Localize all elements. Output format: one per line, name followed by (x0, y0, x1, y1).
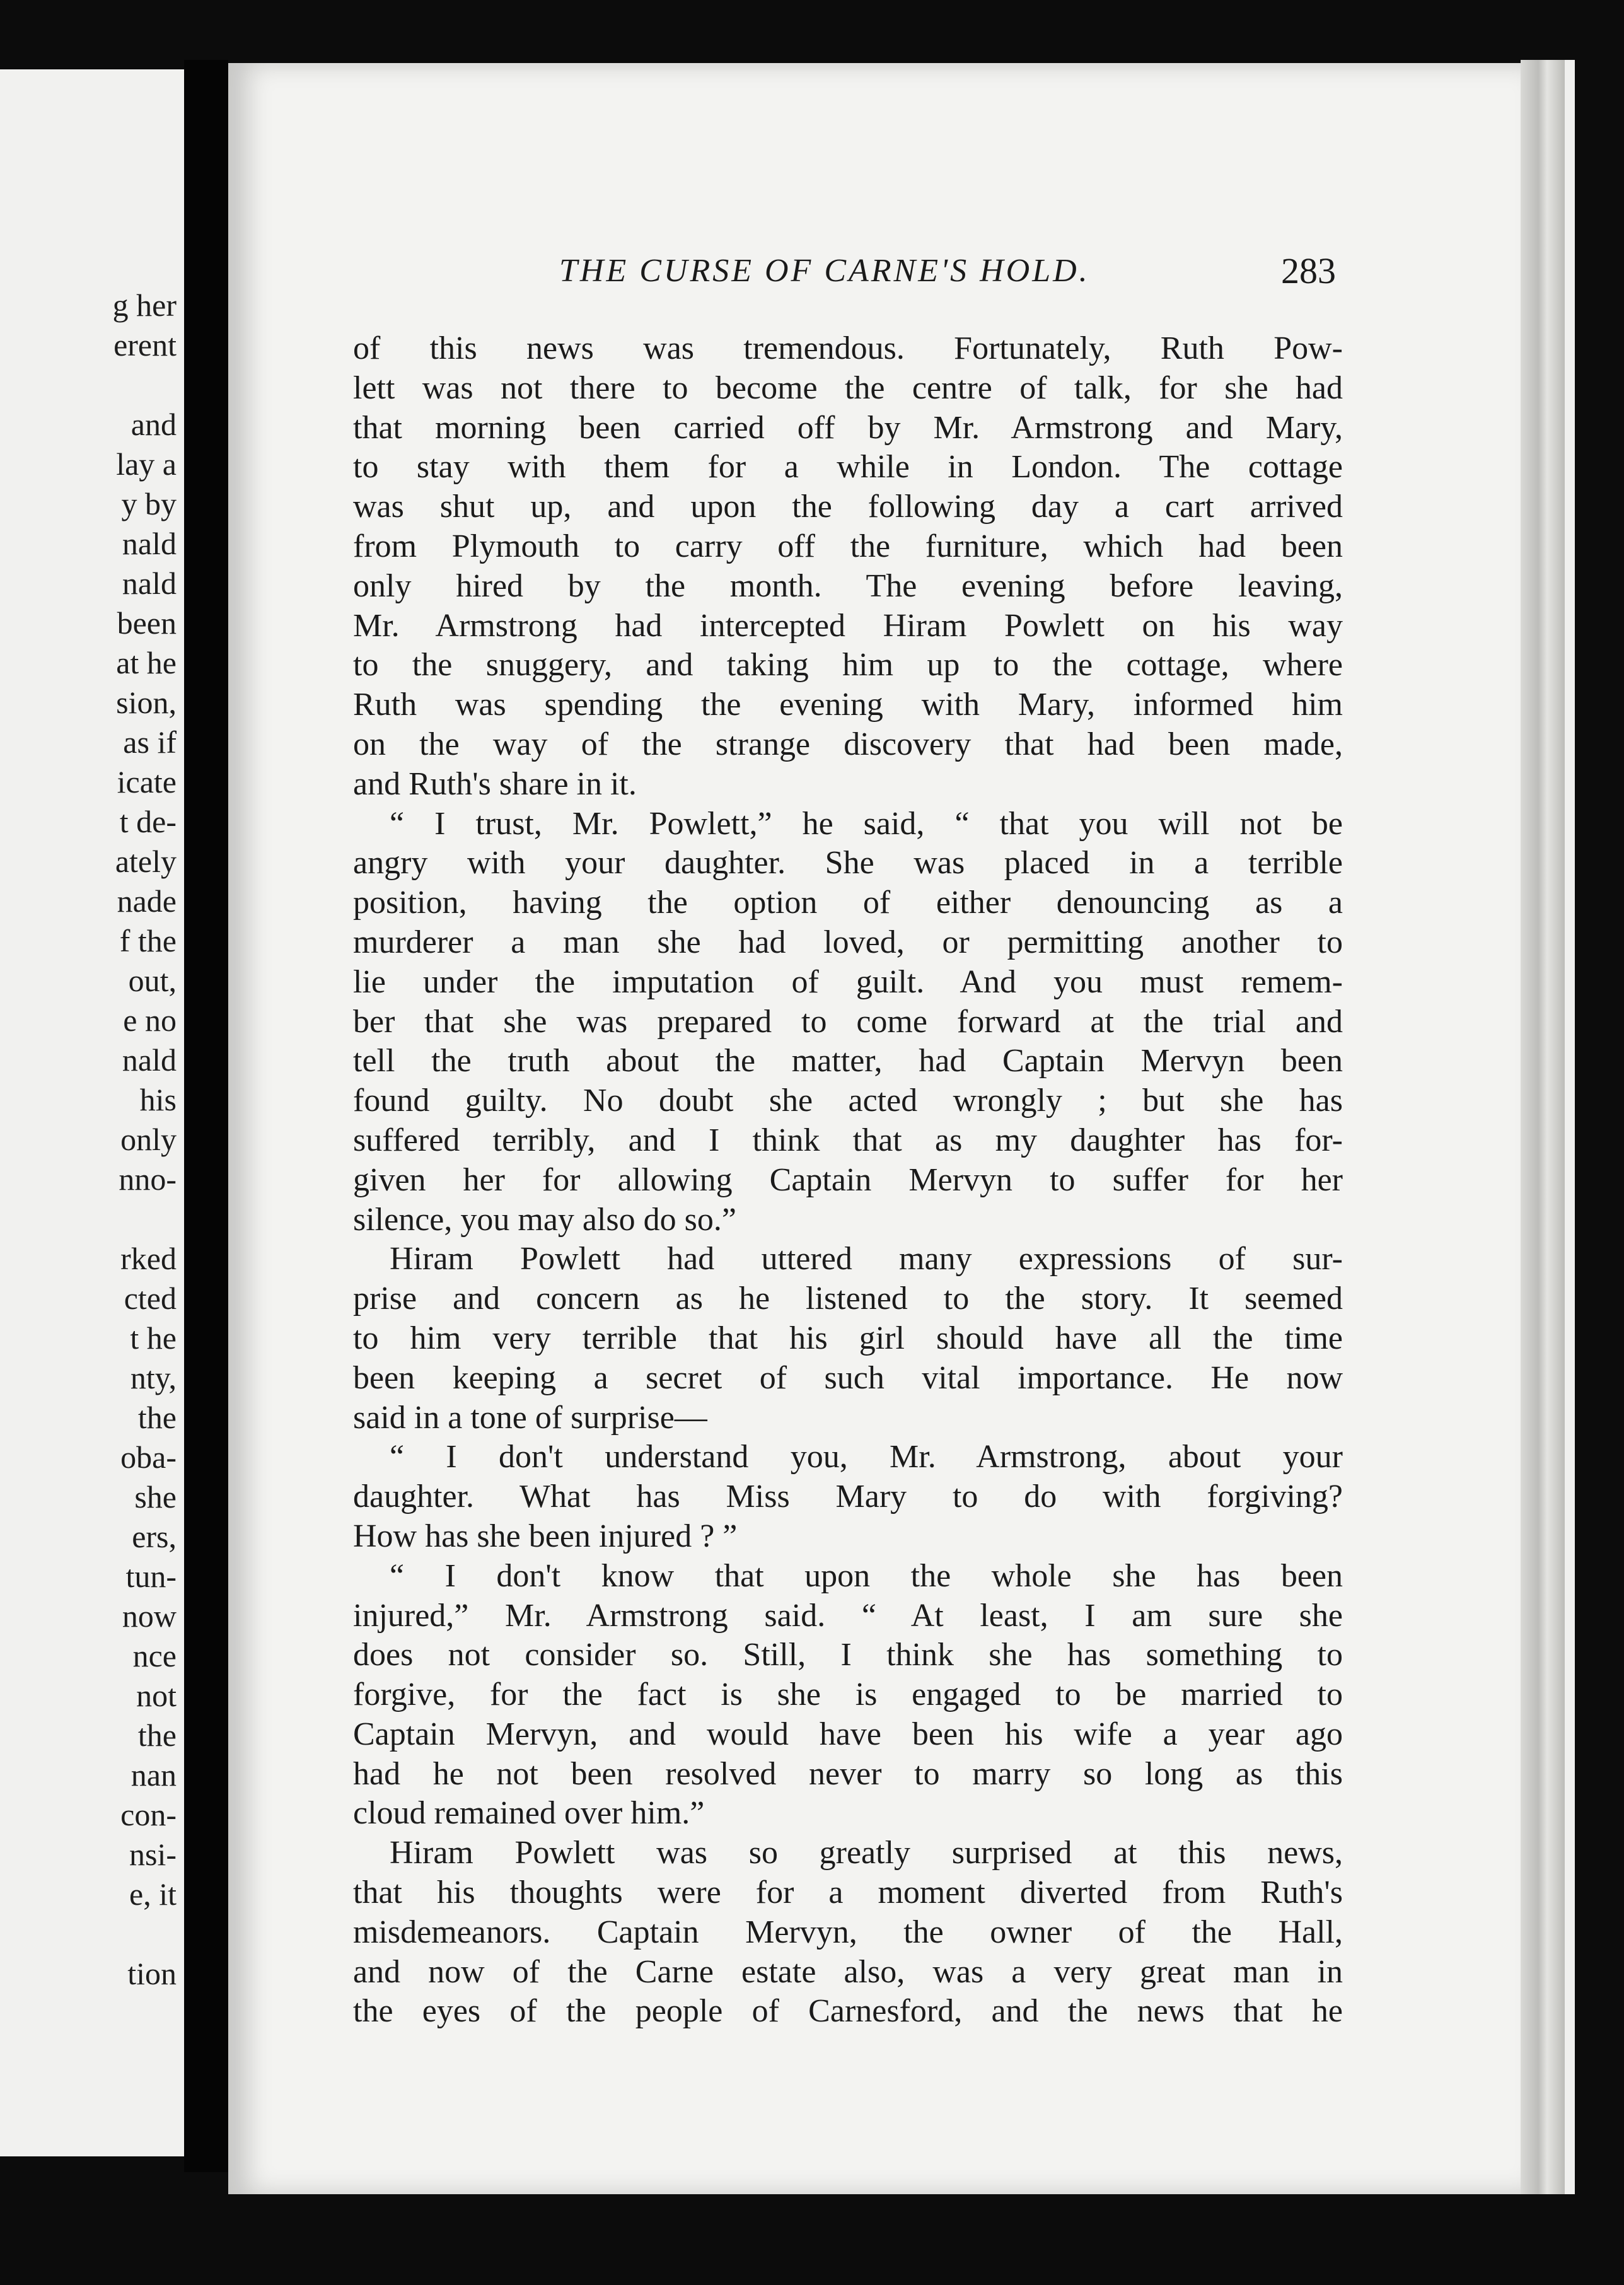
text-line: suffered terribly, and I think that as my daughter has for- (353, 1122, 1343, 1158)
previous-page-line-fragment: nan (130, 1757, 177, 1793)
text-line: “ I trust, Mr. Powlett,” he said, “ that you will not be (390, 805, 1343, 842)
text-line: given her for allowing Captain Mervyn to suffer for her (353, 1161, 1343, 1198)
previous-page-line-fragment: g her (112, 288, 177, 323)
body-text (353, 329, 1343, 2032)
text-line: lie under the imputation of guilt. And you must remem- (353, 963, 1343, 1000)
book-gutter (184, 60, 228, 2172)
text-line: daughter. What has Miss Mary to do with forgiving? (353, 1479, 1343, 1515)
running-head (228, 252, 1521, 303)
text-line: Hiram Powlett was so greatly surprised at this news, (390, 1835, 1343, 1871)
previous-page-line-fragment: only (120, 1122, 177, 1157)
previous-page-line-fragment: at he (116, 645, 177, 680)
text-line: to stay with them for a while in London. The cottage (353, 449, 1343, 485)
previous-page-line-fragment: ers, (132, 1519, 177, 1554)
previous-page-line-fragment: and (130, 407, 177, 442)
previous-page-line-fragment: tion (127, 1956, 177, 1991)
previous-page-line-fragment: erent (113, 327, 177, 363)
previous-page-line-fragment: nce (132, 1638, 177, 1673)
text-line: misdemeanors. Captain Mervyn, the owner of the Hall, (353, 1914, 1343, 1950)
previous-page-line-fragment: his (139, 1082, 177, 1117)
text-line: of this news was tremendous. Fortunately, Ruth Pow- (353, 330, 1343, 366)
previous-page-line-fragment: cted (124, 1281, 177, 1316)
previous-page-line-fragment: out, (128, 963, 177, 998)
previous-page-line-fragment: nsi- (129, 1837, 177, 1872)
previous-page-line-fragment: nade (117, 883, 177, 919)
previous-page-line-fragment: sion, (116, 685, 177, 720)
text-line: been keeping a secret of such vital importance. He now (353, 1359, 1343, 1396)
previous-page-line-fragment: y by (121, 486, 177, 521)
text-line: Ruth was spending the evening with Mary, informed him (353, 687, 1343, 723)
previous-page-line-fragment: f the (119, 923, 177, 958)
text-line: was shut up, and upon the following day a cart arrived (353, 489, 1343, 525)
text-line: said in a tone of surprise— (353, 1399, 707, 1436)
text-line: “ I don't know that upon the whole she has been (390, 1557, 1343, 1594)
text-line: from Plymouth to carry off the furniture, which had been (353, 528, 1343, 564)
text-line: found guilty. No doubt she acted wrongly ; but she has (353, 1083, 1343, 1119)
previous-page-line-fragment: she (134, 1479, 177, 1515)
page-stack-edge-outer (1565, 60, 1575, 2194)
text-line: forgive, for the fact is she is engaged to be married to (353, 1677, 1343, 1713)
text-line: and now of the Carne estate also, was a very great man in (353, 1953, 1343, 1990)
previous-page-line-fragment: e no (123, 1003, 177, 1038)
text-line: Captain Mervyn, and would have been his wife a year ago (353, 1716, 1343, 1752)
previous-page-line-fragment: as if (123, 724, 177, 760)
previous-page-line-fragment: the (137, 1400, 177, 1435)
text-line: lett was not there to become the centre of talk, for she had (353, 369, 1343, 406)
page-stack-edge (1521, 60, 1565, 2194)
previous-page-line-fragment: tun- (125, 1559, 177, 1594)
text-line: injured,” Mr. Armstrong said. “ At least, I am sure she (353, 1597, 1343, 1634)
previous-page-line-fragment: nald (122, 566, 177, 601)
book-page (228, 63, 1521, 2194)
previous-page-line-fragment: oba- (120, 1439, 177, 1475)
previous-page-line-fragment: the (137, 1718, 177, 1753)
previous-page-line-fragment: nald (122, 526, 177, 561)
text-line: prise and concern as he listened to the story. It seemed (353, 1281, 1343, 1317)
previous-page-fragment (0, 69, 184, 2156)
page-number: 283 (1281, 250, 1336, 291)
text-line: How has she been injured ? ” (353, 1518, 738, 1554)
text-line: Hiram Powlett had uttered many expressions of sur- (390, 1241, 1343, 1277)
text-line: position, having the option of either denouncing as a (353, 885, 1343, 921)
text-line: the eyes of the people of Carnesford, and the news that he (353, 1993, 1343, 2030)
text-line: on the way of the strange discovery that had been made, (353, 726, 1343, 762)
previous-page-line-fragment: con- (120, 1797, 177, 1832)
previous-page-line-fragment: now (122, 1598, 177, 1634)
text-line: that morning been carried off by Mr. Armstrong and Mary, (353, 409, 1343, 446)
text-line: to the snuggery, and taking him up to the cottage, where (353, 647, 1343, 683)
text-line: cloud remained over him.” (353, 1795, 705, 1832)
text-line: murderer a man she had loved, or permitting another to (353, 924, 1343, 960)
previous-page-line-fragment: ately (115, 844, 177, 879)
previous-page-line-fragment: been (117, 605, 177, 641)
previous-page-line-fragment: e, it (129, 1876, 177, 1912)
previous-page-line-fragment: nty, (130, 1360, 177, 1395)
previous-page-line-fragment: rked (120, 1241, 177, 1276)
text-line: tell the truth about the matter, had Captain Mervyn been (353, 1043, 1343, 1079)
text-line: silence, you may also do so.” (353, 1201, 736, 1238)
previous-page-line-fragment: t de- (119, 804, 177, 839)
previous-page-line-fragment: nno- (119, 1161, 177, 1197)
text-line: only hired by the month. The evening before leaving, (353, 567, 1343, 604)
text-line: to him very terrible that his girl should have all the time (353, 1320, 1343, 1356)
text-line: and Ruth's share in it. (353, 765, 637, 802)
text-line: Mr. Armstrong had intercepted Hiram Powlett on his way (353, 607, 1343, 644)
text-line: that his thoughts were for a moment diverted from Ruth's (353, 1875, 1343, 1911)
previous-page-line-fragment: not (136, 1678, 177, 1713)
previous-page-line-fragment: nald (122, 1042, 177, 1078)
running-head-title: THE CURSE OF CARNE'S HOLD. (559, 253, 1090, 289)
text-line: does not consider so. Still, I think she has something to (353, 1637, 1343, 1673)
previous-page-line-fragment: icate (117, 764, 177, 799)
text-line: had he not been resolved never to marry so long as this (353, 1755, 1343, 1792)
previous-page-line-fragment: lay a (116, 446, 177, 482)
text-line: angry with your daughter. She was placed in a terrible (353, 845, 1343, 881)
text-line: ber that she was prepared to come forward at the trial and (353, 1003, 1343, 1040)
previous-page-line-fragment: t he (130, 1320, 177, 1356)
text-line: “ I don't understand you, Mr. Armstrong, about your (390, 1439, 1343, 1475)
